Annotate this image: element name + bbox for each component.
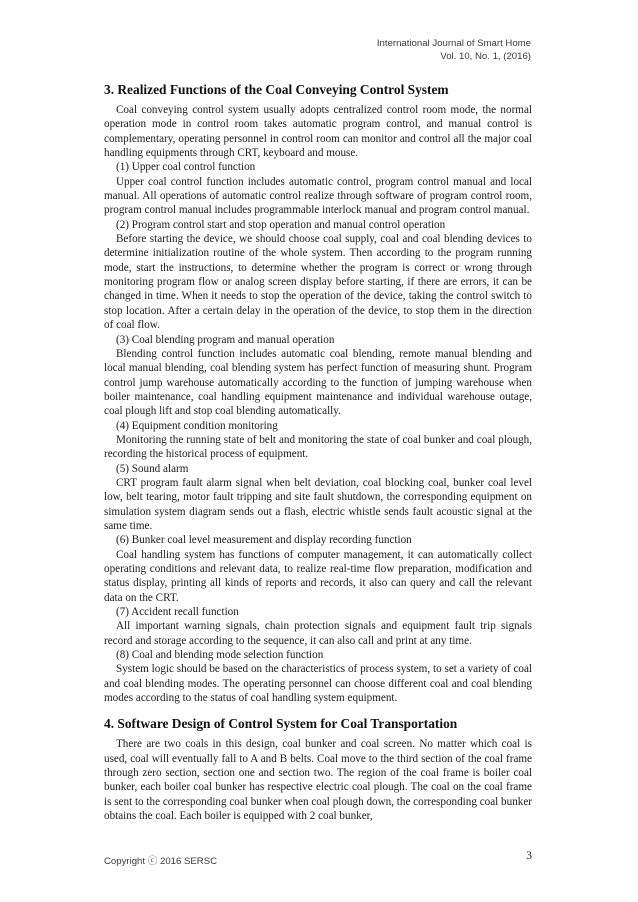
paragraph: Before starting the device, we should choose coal supply, coal and coal blending devices to determine initialization routine of the whole system. Then according to the program running mode, start the instructions, to determine whether the program is correct or wrong through monitoring program flow or analog screen display before starting, if there are errors, it can be changed in time. When it needs to stop the operation of the device, taking the control switch to stop location. After a certain delay in the operation of the device, to stop them in the direction of coal flow.	[104, 233, 532, 332]
subsection-title: (6) Bunker coal level measurement and display recording function	[116, 534, 412, 547]
journal-volume: Vol. 10, No. 1, (2016)	[440, 50, 531, 62]
paragraph: Blending control function includes automatic coal blending, remote manual blending and local manual blending, coal blending system has perfect function of measuring shunt. Program control jump warehouse automatically according to the function of jumping warehouse when boiler maintenance, coal handling equipment maintenance and individual warehouse outage, coal plough lift and stop coal blending automatically.	[104, 347, 532, 418]
subsection-title: (7) Accident recall function	[116, 606, 239, 619]
paragraph: There are two coals in this design, coal bunker and coal screen. No matter which coal is used, coal will eventually fall to A and B belts. Coal move to the third section of the coal frame through zero section, section one and section two. The region of the coal frame is boiler coal bunker, each boiler coal bunker has respective electric coal plough. The coal on the coal frame is sent to the corresponding coal bunker when coal plough down, the corresponding coal bunker obtains the coal. Each boiler is equipped with 2 coal bunker,	[104, 738, 532, 823]
section-4-heading: 4. Software Design of Control System for Coal Transportation	[104, 716, 458, 732]
page-number: 3	[526, 850, 532, 862]
copyright-notice: Copyright ⓒ 2016 SERSC	[104, 856, 218, 867]
subsection-title: (5) Sound alarm	[116, 462, 189, 475]
paragraph: Upper coal control function includes automatic control, program control manual and local manual. All operations of automatic control realize through software of program control room, program control manual includes programmable interlock manual and program control manual.	[104, 175, 532, 217]
paragraph: CRT program fault alarm signal when belt deviation, coal blocking coal, bunker coal level low, belt tearing, motor fault tripping and site fault shutdown, the corresponding equipment on simulation system diagram sends out a flash, electric whistle sends fault acoustic signal at the same time.	[104, 476, 532, 532]
subsection-title: (2) Program control start and stop operation and manual control operation	[116, 218, 446, 231]
journal-name: International Journal of Smart Home	[376, 38, 531, 49]
article-body	[104, 81, 532, 824]
paragraph: Monitoring the running state of belt and monitoring the state of coal bunker and coal plough, recording the historical process of equipment.	[104, 433, 532, 461]
paragraph: System logic should be based on the characteristics of process system, to set a variety of coal and coal blending modes. The operating personnel can choose different coal and coal blending modes according to the status of coal handling system equipment.	[104, 663, 532, 705]
paragraph: Coal handling system has functions of computer management, it can automatically collect operating conditions and relevant data, to realize real-time flow preparation, modification and status display, printing all kinds of reports and records, it also can query and call the relevant data on the CRT.	[104, 548, 532, 604]
subsection-title: (8) Coal and blending mode selection function	[116, 649, 324, 662]
paragraph: Coal conveying control system usually adopts centralized control room mode, the normal operation mode in control room takes automatic program control, and manual control is complementary, operating personnel in control room can monitor and control all the major coal handling equipments through CRT, keyboard and mouse.	[104, 104, 532, 160]
running-header	[377, 38, 531, 63]
subsection-title: (1) Upper coal control function	[116, 161, 256, 174]
subsection-title: (3) Coal blending program and manual operation	[116, 333, 335, 346]
subsection-title: (4) Equipment condition monitoring	[116, 419, 278, 432]
section-3-heading: 3. Realized Functions of the Coal Conveying Control System	[104, 82, 449, 97]
paragraph: All important warning signals, chain protection signals and equipment fault trip signals record and storage according to the sequence, it can also call and print at any time.	[104, 620, 532, 647]
